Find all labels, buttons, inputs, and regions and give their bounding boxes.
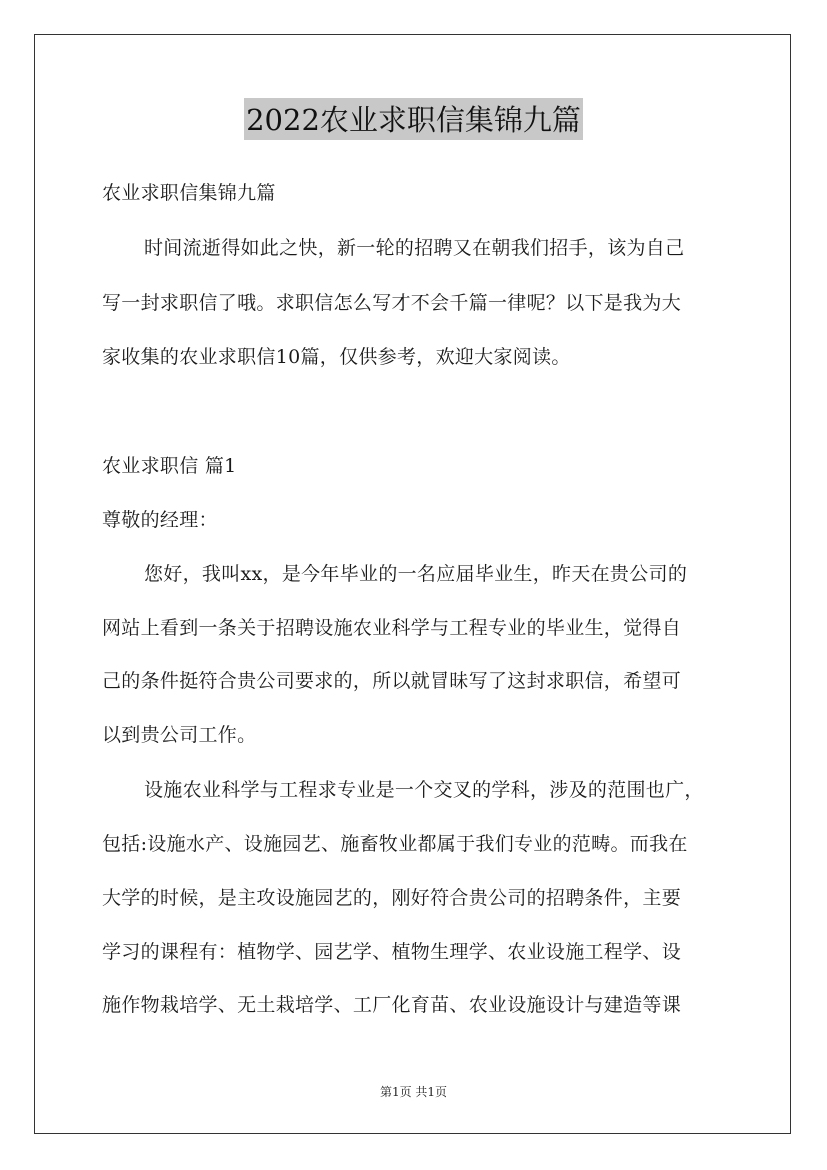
document-title: 2022农业求职信集锦九篇 [244,98,583,140]
document-subtitle: 农业求职信集锦九篇 [102,182,276,204]
paragraph2-line: 施作物栽培学、无土栽培学、工厂化育苗、农业设施设计与建造等课 [102,994,682,1016]
title-container [0,98,827,140]
paragraph1-line: 网站上看到一条关于招聘设施农业科学与工程专业的毕业生，觉得自 [102,617,682,639]
paragraph2-line: 大学的时候，是主攻设施园艺的，刚好符合贵公司的招聘条件，主要 [102,887,682,909]
paragraph1-line: 己的条件挺符合贵公司要求的，所以就冒昧写了这封求职信，希望可 [102,670,682,692]
paragraph2-line: 设施农业科学与工程求专业是一个交叉的学科，涉及的范围也广， [144,779,704,801]
paragraph2-line: 包括:设施水产、设施园艺、施畜牧业都属于我们专业的范畴。而我在 [102,833,688,855]
page-footer: 第1页 共1页 [379,1085,448,1099]
paragraph1-line: 以到贵公司工作。 [102,724,257,746]
paragraph2-line: 学习的课程有：植物学、园艺学、植物生理学、农业设施工程学、设 [102,941,682,963]
intro-line: 时间流逝得如此之快，新一轮的招聘又在朝我们招手，该为自己 [144,237,685,259]
intro-line: 写一封求职信了哦。求职信怎么写才不会千篇一律呢？以下是我为大 [102,292,682,314]
salutation: 尊敬的经理： [102,509,218,531]
intro-line: 家收集的农业求职信10篇，仅供参考，欢迎大家阅读。 [102,346,571,368]
section-heading: 农业求职信 篇1 [102,455,237,477]
paragraph1-line: 您好，我叫xx，是今年毕业的一名应届毕业生，昨天在贵公司的 [144,563,688,585]
